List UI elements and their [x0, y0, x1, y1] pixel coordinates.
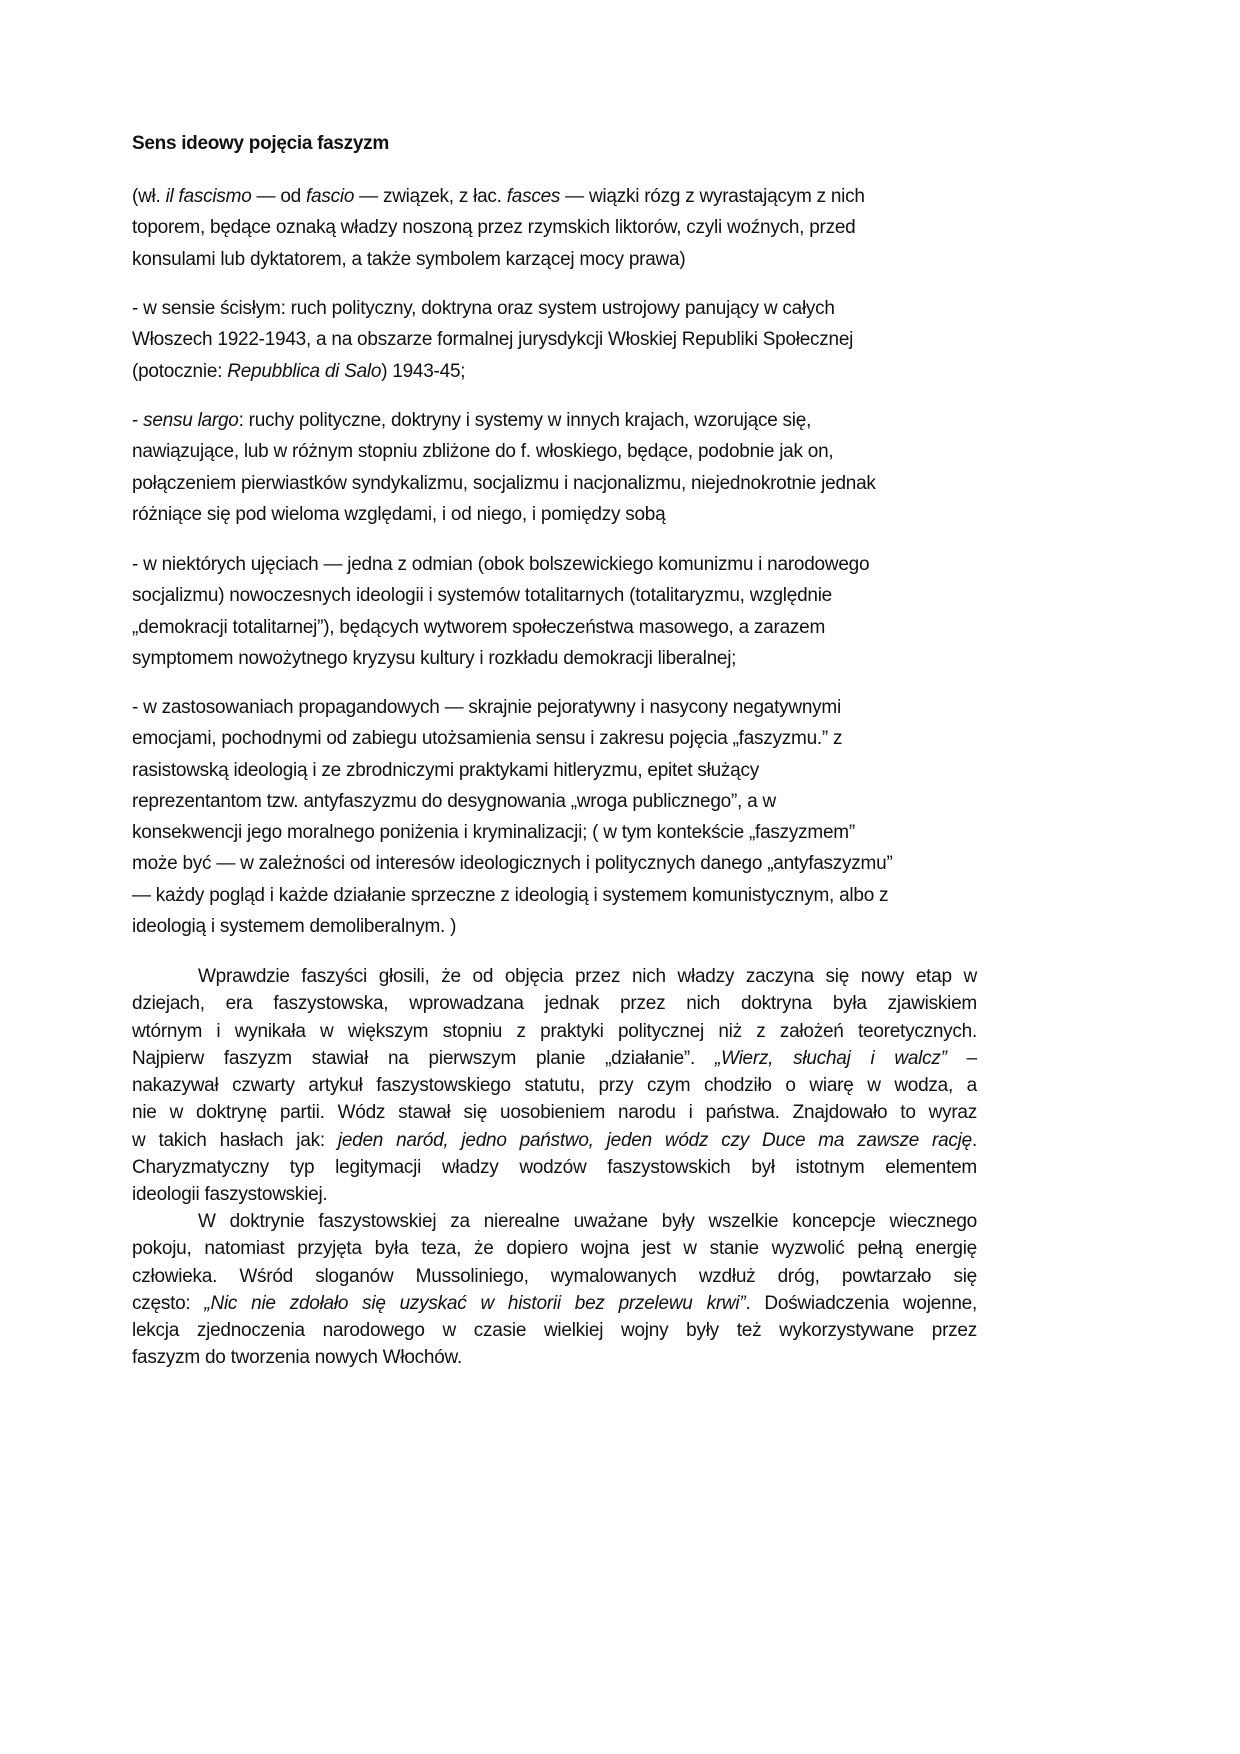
text-line [132, 880, 977, 911]
text-run: (potocznie: [132, 360, 228, 382]
paragraph [132, 293, 977, 387]
text-run: - [132, 410, 144, 431]
italic-text: „Nic nie zdołało się uzyskać w historii bez przelewu krwi” [204, 1292, 746, 1314]
text-line [132, 212, 977, 243]
text-line [132, 499, 977, 530]
text-run: nawiązujące, lub w różnym stopniu zbliżone do f. włoskiego, będące, podobnie jak on, [132, 441, 834, 463]
text-run: Charyzmatyczny typ legitymacji władzy wodzów faszystowskich był istotnym elementem [132, 1157, 977, 1179]
text-run: dziejach, era faszystowska, wprowadzana jednak przez nich doktryna była zjawiskiem [132, 993, 977, 1015]
text-line [132, 692, 977, 723]
text-run: nie w doktrynę partii. Wódz stawał się uosobieniem narodu i państwa. Znajdowało to wyraz [132, 1102, 977, 1124]
text-run: symptomem nowożytnego kryzysu kultury i rozkładu demokracji liberalnej; [132, 647, 737, 669]
text-run: lekcja zjednoczenia narodowego w czasie wielkiej wojny były też wykorzystywane przez [132, 1320, 977, 1342]
text-line [132, 293, 977, 324]
text-line [132, 1317, 977, 1344]
text-run: pokoju, natomiast przyjęta była teza, że dopiero wojna jest w stanie wyzwolić pełną energię [132, 1238, 977, 1260]
text-line [132, 1018, 977, 1045]
text-run: konsulami lub dyktatorem, a także symbolem karzącej mocy prawa) [132, 248, 686, 270]
text-line [132, 324, 977, 355]
text-run: — od [251, 186, 306, 207]
text-line [132, 848, 977, 879]
text-line [132, 990, 977, 1017]
text-run: może być — w zależności od interesów ideologicznych i politycznych danego „antyfaszyzmu” [132, 853, 893, 875]
text-line [132, 1072, 977, 1099]
paragraph [132, 549, 977, 674]
text-run: . [971, 1129, 977, 1151]
text-run: socjalizmu) nowoczesnych ideologii i systemów totalitarnych (totalitaryzmu, względnie [132, 585, 832, 607]
text-line [132, 643, 977, 674]
text-run: - w sensie ścisłym: ruch polityczny, doktryna oraz system ustrojowy panujący w całych [132, 298, 835, 319]
text-run: ideologią i systemem demoliberalnym. ) [132, 916, 457, 938]
text-run: ideologii faszystowskiej. [132, 1184, 328, 1206]
text-run: . Doświadczenia wojenne, [745, 1292, 977, 1314]
document-title: Sens ideowy pojęcia faszyzm [132, 133, 389, 154]
text-run: — wiązki rózg z wyrastającym z nich [560, 186, 865, 207]
text-line [132, 1099, 977, 1126]
text-line [132, 817, 977, 848]
text-run: człowieka. Wśród sloganów Mussoliniego, wymalowanych wzdłuż dróg, powtarzało się [132, 1265, 977, 1287]
text-run: — każdy pogląd i każde działanie sprzeczne z ideologią i systemem komunistycznym, albo z [132, 884, 889, 906]
text-run: ) 1943-45; [381, 360, 466, 382]
italic-text: fascio [306, 186, 355, 207]
text-line [132, 1208, 977, 1235]
paragraph [132, 692, 977, 942]
text-run: Wprawdzie faszyści głosili, że od objęcia przez nich władzy zaczyna się nowy etap w [198, 966, 977, 987]
text-line [132, 911, 977, 942]
text-line [132, 1290, 977, 1317]
text-run: połączeniem pierwiastków syndykalizmu, socjalizmu i nacjonalizmu, niejednokrotnie jednak [132, 472, 876, 494]
text-line [132, 786, 977, 817]
text-run: „demokracji totalitarnej”), będących wytworem społeczeństwa masowego, a zarazem [132, 616, 826, 638]
text-run: toporem, będące oznaką władzy noszoną przez rzymskich liktorów, czyli woźnych, przed [132, 217, 856, 239]
text-line [132, 468, 977, 499]
paragraph [132, 963, 977, 1209]
italic-text: Repubblica di Salo [227, 360, 382, 382]
text-line [132, 1263, 977, 1290]
text-line [132, 612, 977, 643]
paragraph [132, 1208, 977, 1372]
text-run: emocjami, pochodnymi od zabiegu utożsamienia sensu i zakresu pojęcia „faszyzmu.” z [132, 728, 843, 750]
italic-text: „Wierz, słuchaj i walcz” [714, 1047, 947, 1069]
text-run: – [946, 1047, 977, 1069]
text-line [132, 1154, 977, 1181]
text-run: - w niektórych ujęciach — jedna z odmian (obok bolszewickiego komunizmu i narodowego [132, 554, 870, 575]
text-line [132, 356, 977, 387]
text-line [132, 244, 977, 275]
text-run: : ruchy polityczne, doktryny i systemy w innych krajach, wzorujące się, [238, 410, 812, 431]
paragraph [132, 181, 977, 275]
text-line [132, 181, 977, 212]
text-run: faszyzm do tworzenia nowych Włochów. [132, 1347, 462, 1369]
text-run: Włoszech 1922-1943, a na obszarze formalnej jurysdykcji Włoskiej Republiki Społecznej [132, 329, 854, 351]
italic-text: il fascismo [165, 186, 252, 207]
italic-text: jeden naród, jedno państwo, jeden wódz czy Duce ma zawsze rację [337, 1129, 972, 1151]
text-run: różniące się pod wieloma względami, i od niego, i pomiędzy sobą [132, 503, 666, 525]
text-line [132, 723, 977, 754]
italic-text: fasces [506, 186, 561, 207]
text-line [132, 963, 977, 990]
text-run: W doktrynie faszystowskiej za nierealne uważane były wszelkie koncepcje wiecznego [198, 1211, 977, 1232]
italic-text: sensu largo [143, 410, 239, 431]
text-run: wtórnym i wynikała w większym stopniu z praktyki politycznej niż z założeń teoretycznych. [132, 1020, 977, 1042]
paragraph [132, 405, 977, 530]
text-run: w takich hasłach jak: [132, 1129, 338, 1151]
text-line [132, 1127, 977, 1154]
text-run: - w zastosowaniach propagandowych — skrajnie pejoratywny i nasycony negatywnymi [132, 697, 841, 718]
text-line [132, 436, 977, 467]
text-run: — związek, z łac. [354, 186, 507, 207]
text-line [132, 580, 977, 611]
text-run: reprezentantom tzw. antyfaszyzmu do desygnowania „wroga publicznego”, a w [132, 790, 776, 812]
text-line [132, 1181, 977, 1208]
text-run: Najpierw faszyzm stawiał na pierwszym planie „działanie”. [132, 1047, 715, 1069]
text-line [132, 549, 977, 580]
text-run: nakazywał czwarty artykuł faszystowskiego statutu, przy czym chodziło o wiarę w wodza, a [132, 1075, 977, 1097]
text-run: (wł. [132, 186, 166, 207]
text-line [132, 1045, 977, 1072]
text-line [132, 405, 977, 436]
text-run: często: [132, 1292, 205, 1314]
text-line [132, 1235, 977, 1262]
text-run: konsekwencji jego moralnego poniżenia i kryminalizacji; ( w tym kontekście „faszyzmem” [132, 822, 855, 844]
text-line [132, 755, 977, 786]
text-run: rasistowską ideologią i ze zbrodniczymi praktykami hitleryzmu, epitet służący [132, 759, 759, 781]
text-line [132, 1344, 977, 1371]
